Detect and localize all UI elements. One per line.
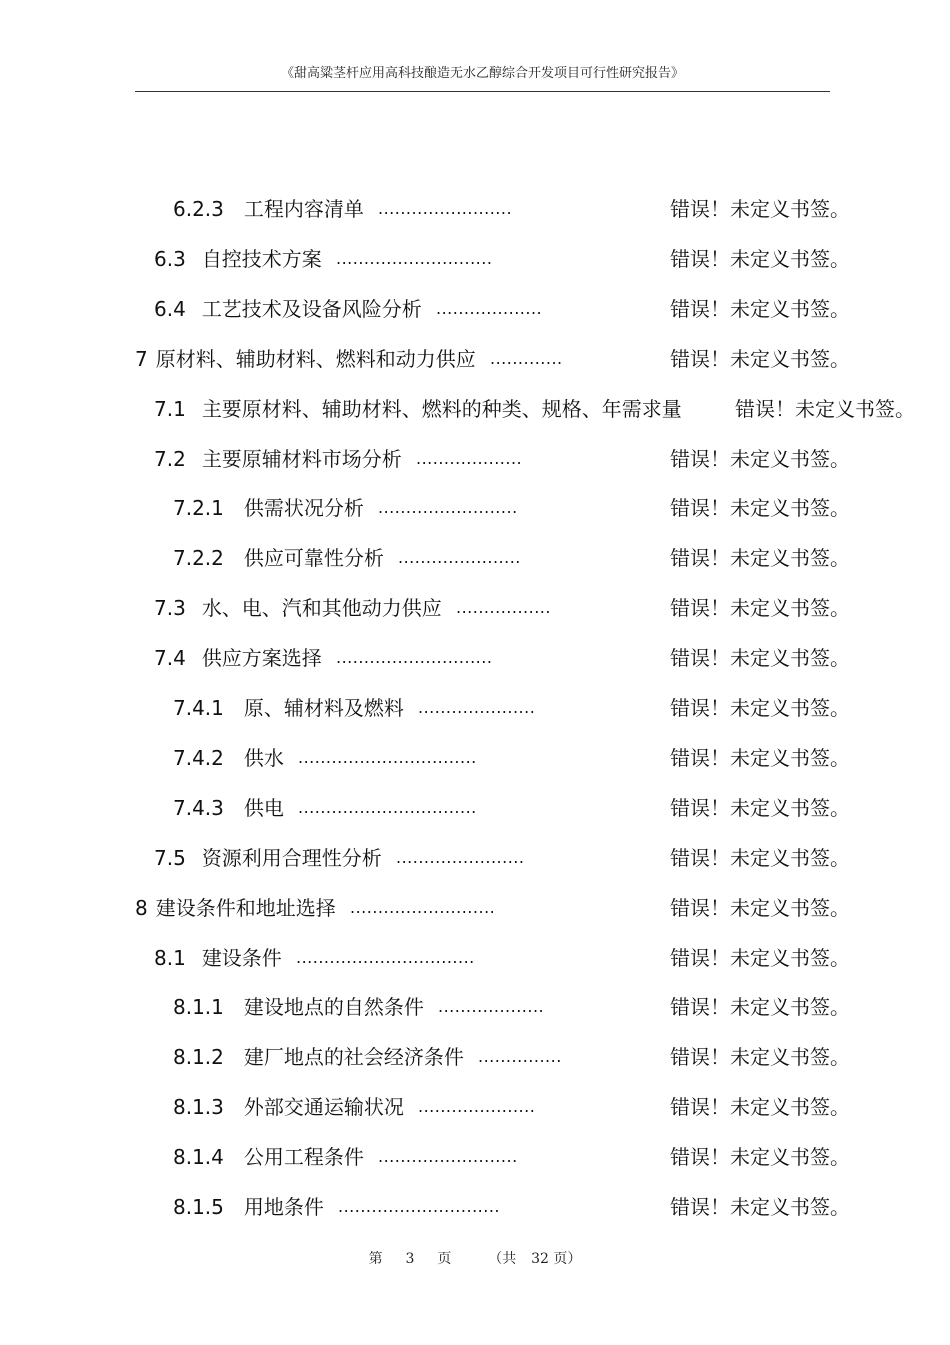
toc-entry-title: 供应方案选择 bbox=[201, 646, 322, 671]
toc-entry-number: 7.2.2 bbox=[173, 546, 224, 571]
toc-entry-title: 建厂地点的社会经济条件 bbox=[243, 1045, 464, 1070]
toc-entry[interactable] bbox=[173, 493, 950, 523]
toc-leader-dots: ......................... bbox=[378, 1147, 518, 1167]
toc-entry-number: 8.1 bbox=[154, 945, 186, 970]
toc-entry-title: 工程内容清单 bbox=[243, 197, 364, 221]
toc-leader-dots: ................................ bbox=[296, 947, 475, 967]
toc-page-ref: 错误！未定义书签。 bbox=[670, 795, 850, 820]
toc-entry[interactable] bbox=[154, 843, 950, 873]
toc-page-ref: 错误！未定义书签。 bbox=[670, 945, 850, 970]
toc-entry-number: 8.1.1 bbox=[173, 995, 224, 1020]
toc-entry[interactable] bbox=[154, 394, 950, 424]
toc-entry-number: 7.4.3 bbox=[173, 795, 224, 820]
toc-entry-title: 自控技术方案 bbox=[201, 246, 322, 271]
toc-entry-number: 6.2.3 bbox=[173, 197, 224, 221]
toc-entry-number: 7 bbox=[135, 346, 148, 371]
total-suffix: 页） bbox=[553, 1251, 582, 1267]
toc-entry-title: 用地条件 bbox=[243, 1195, 324, 1219]
toc-entry-title: 建设条件和地址选择 bbox=[155, 895, 336, 920]
toc-entry[interactable] bbox=[154, 444, 950, 474]
toc-entry-title: 主要原辅材料市场分析 bbox=[201, 446, 402, 471]
page-number: 3 bbox=[405, 1251, 415, 1267]
toc-entry[interactable] bbox=[154, 244, 950, 274]
toc-leader-dots: ..................... bbox=[418, 698, 536, 717]
toc-leader-dots: ............................. bbox=[338, 1197, 500, 1216]
toc-entry-number: 7.4.1 bbox=[173, 696, 224, 720]
toc-entry-title: 工艺技术及设备风险分析 bbox=[201, 296, 422, 321]
toc-entry-title: 主要原材料、辅助材料、燃料的种类、规格、年需求量 bbox=[201, 396, 682, 421]
toc-entry[interactable] bbox=[135, 893, 950, 923]
toc-page-ref: 错误！未定义书签。 bbox=[670, 1095, 850, 1120]
page-header: 《甜高粱茎杆应用高科技酿造无水乙醇综合开发项目可行性研究报告》 bbox=[280, 66, 684, 81]
toc-entry[interactable] bbox=[154, 943, 950, 973]
toc-page-ref: 错误！未定义书签。 bbox=[670, 596, 850, 621]
toc-leader-dots: ....................... bbox=[396, 847, 525, 867]
toc-entry[interactable] bbox=[154, 593, 950, 623]
toc-page-ref: 错误！未定义书签。 bbox=[670, 246, 850, 271]
toc-entry-title: 原、辅材料及燃料 bbox=[243, 696, 404, 720]
page-unit: 页 bbox=[437, 1251, 452, 1267]
toc-page-ref: 错误！未定义书签。 bbox=[670, 745, 850, 770]
toc-leader-dots: ............................ bbox=[336, 648, 493, 668]
toc-entry-number: 7.4.2 bbox=[173, 745, 224, 770]
toc-entry[interactable] bbox=[173, 543, 950, 573]
toc-page-ref: 错误！未定义书签。 bbox=[670, 546, 850, 571]
toc-entry-title: 建设条件 bbox=[201, 945, 282, 970]
toc-entry-number: 6.4 bbox=[154, 296, 186, 321]
toc-entry-number: 7.4 bbox=[154, 646, 186, 671]
toc-entry-title: 供应可靠性分析 bbox=[243, 546, 384, 571]
toc-entry-number: 8 bbox=[135, 895, 148, 920]
toc-page-ref: 错误！未定义书签。 bbox=[670, 646, 850, 671]
toc-entry-number: 6.3 bbox=[154, 246, 186, 271]
toc-entry[interactable] bbox=[154, 643, 950, 673]
toc-entry[interactable] bbox=[154, 294, 950, 324]
toc-leader-dots: ......................... bbox=[378, 498, 518, 518]
toc-leader-dots: ................................ bbox=[298, 797, 477, 817]
toc-entry-number: 7.1 bbox=[154, 396, 186, 421]
toc-leader-dots: ................... bbox=[438, 997, 545, 1017]
toc-entry[interactable] bbox=[173, 793, 950, 823]
toc-entry-title: 供水 bbox=[243, 745, 284, 770]
toc-entry[interactable] bbox=[173, 1192, 950, 1222]
toc-page-ref: 错误！未定义书签。 bbox=[670, 1195, 850, 1219]
toc-page-ref: 错误！未定义书签。 bbox=[735, 396, 915, 421]
toc-entry[interactable] bbox=[173, 992, 950, 1022]
toc-page-ref: 错误！未定义书签。 bbox=[670, 696, 850, 720]
toc-page-ref: 错误！未定义书签。 bbox=[670, 1145, 850, 1170]
toc-page-ref: 错误！未定义书签。 bbox=[670, 1045, 850, 1070]
toc-leader-dots: ...................... bbox=[398, 548, 521, 568]
toc-entry-title: 外部交通运输状况 bbox=[243, 1095, 404, 1120]
toc-leader-dots: ................................ bbox=[298, 747, 477, 767]
toc-entry-title: 原材料、辅助材料、燃料和动力供应 bbox=[155, 346, 476, 371]
toc-page-ref: 错误！未定义书签。 bbox=[670, 296, 850, 321]
toc-entry-number: 8.1.3 bbox=[173, 1095, 224, 1120]
toc-entry-number: 8.1.2 bbox=[173, 1045, 224, 1070]
toc-entry-title: 水、电、汽和其他动力供应 bbox=[201, 596, 442, 621]
toc-entry-number: 7.2.1 bbox=[173, 496, 224, 521]
toc-page-ref: 错误！未定义书签。 bbox=[670, 995, 850, 1020]
page-footer bbox=[0, 1248, 950, 1268]
toc-entry-number: 7.5 bbox=[154, 845, 186, 870]
toc-page-ref: 错误！未定义书签。 bbox=[670, 346, 850, 371]
toc-page-ref: 错误！未定义书签。 bbox=[670, 496, 850, 521]
toc-entry-title: 供电 bbox=[243, 795, 284, 820]
toc-leader-dots: ............. bbox=[490, 348, 563, 368]
toc-entry-number: 8.1.4 bbox=[173, 1145, 224, 1170]
toc-entry-title: 资源利用合理性分析 bbox=[201, 845, 382, 870]
toc-page-ref: 错误！未定义书签。 bbox=[670, 895, 850, 920]
toc-entry[interactable] bbox=[173, 693, 950, 723]
toc-entry[interactable] bbox=[173, 194, 950, 224]
toc-entry-number: 7.2 bbox=[154, 446, 186, 471]
total-pages: 32 bbox=[531, 1251, 549, 1267]
toc-entry[interactable] bbox=[135, 344, 950, 374]
toc-leader-dots: ................... bbox=[436, 298, 543, 318]
toc-entry-title: 供需状况分析 bbox=[243, 496, 364, 521]
toc-entry[interactable] bbox=[173, 1142, 950, 1172]
toc-leader-dots: ..................... bbox=[418, 1097, 536, 1117]
toc-entry[interactable] bbox=[173, 743, 950, 773]
toc-entry[interactable] bbox=[173, 1092, 950, 1122]
total-prefix: （共 bbox=[488, 1251, 517, 1267]
toc-entry-title: 建设地点的自然条件 bbox=[243, 995, 424, 1020]
toc-page-ref: 错误！未定义书签。 bbox=[670, 197, 850, 221]
toc-leader-dots: ............................ bbox=[336, 248, 493, 268]
toc-leader-dots: .......................... bbox=[350, 897, 496, 917]
toc-entry-number: 8.1.5 bbox=[173, 1195, 224, 1219]
toc-leader-dots: ................. bbox=[456, 598, 551, 618]
toc-entry-title: 公用工程条件 bbox=[243, 1145, 364, 1170]
toc-leader-dots: ............... bbox=[478, 1047, 562, 1067]
toc-entry[interactable] bbox=[173, 1042, 950, 1072]
toc-leader-dots: ................... bbox=[416, 448, 523, 468]
toc-entry-number: 7.3 bbox=[154, 596, 186, 621]
page-label: 第 bbox=[368, 1251, 383, 1267]
toc-leader-dots: ........................ bbox=[378, 199, 513, 218]
toc-page-ref: 错误！未定义书签。 bbox=[670, 446, 850, 471]
toc-page-ref: 错误！未定义书签。 bbox=[670, 845, 850, 870]
